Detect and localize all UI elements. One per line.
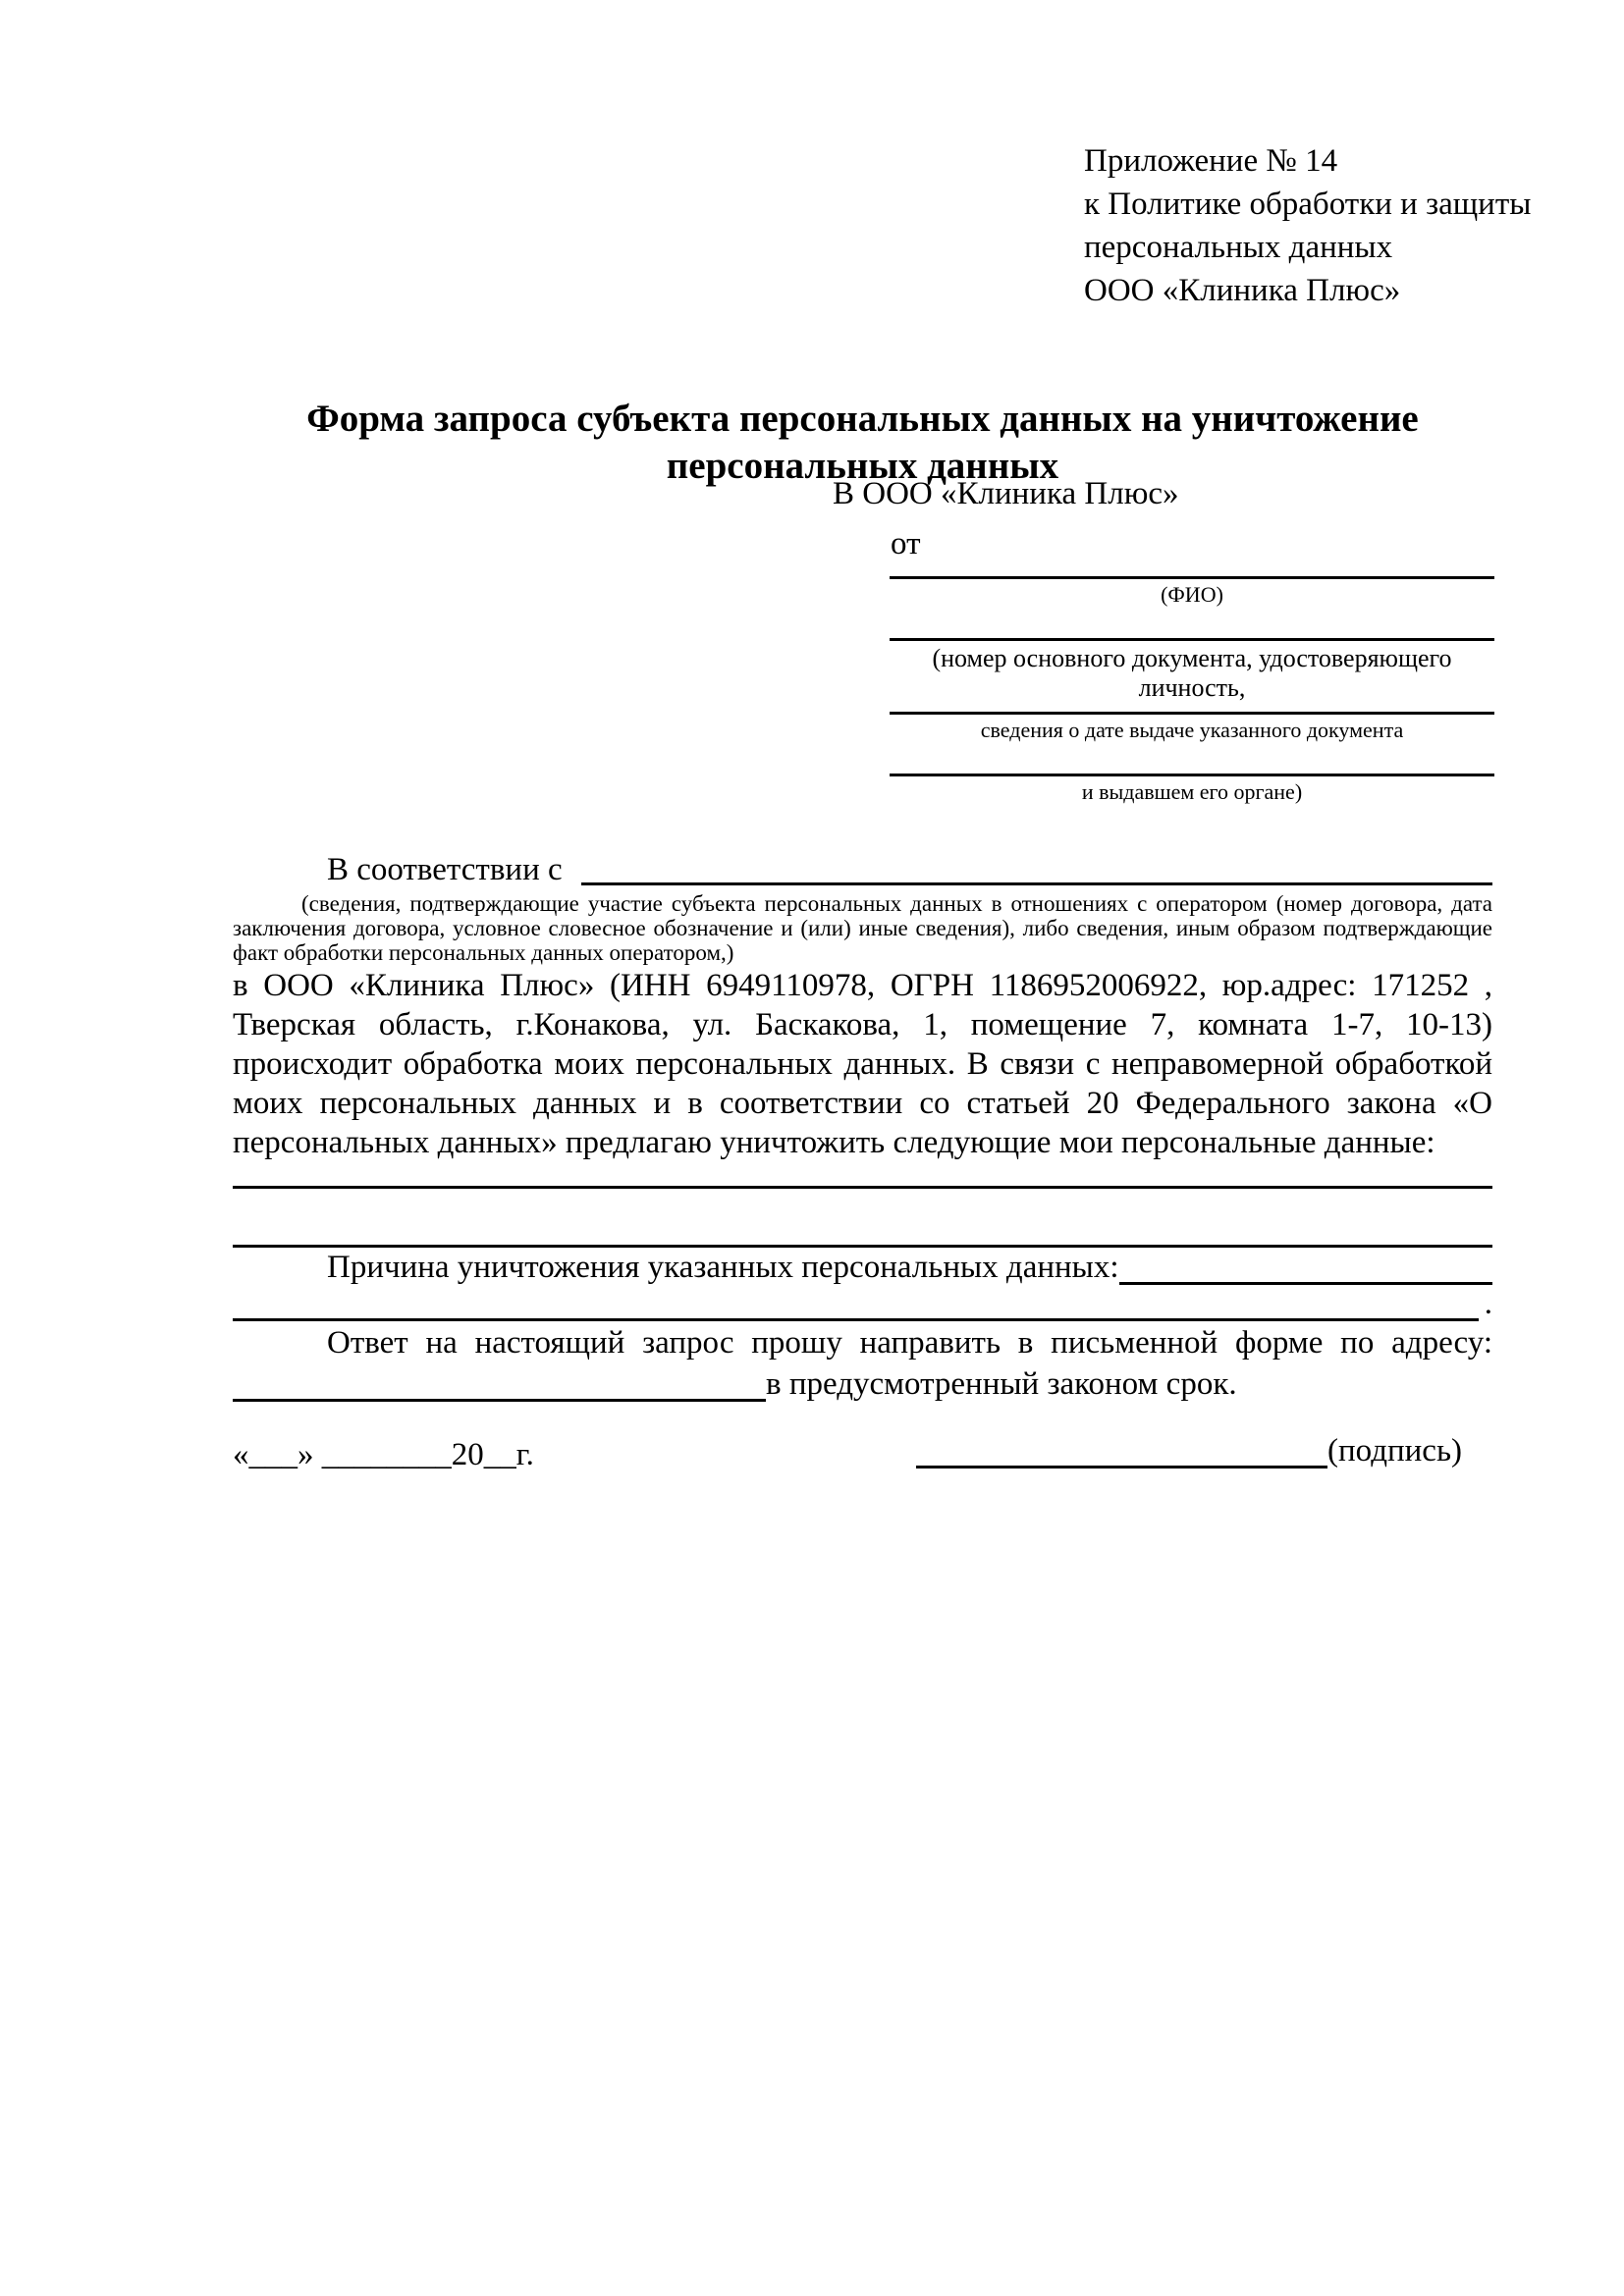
fio-blank-line bbox=[890, 576, 1494, 579]
accordance-footnote: (сведения, подтверждающие участие субъекта персональных данных в отношениях с оператором (номер договора, дата заключения договора, условное словесное обозначение и (или) иные сведения), либо сведения, иным образом подтверждающие факт обработки персональных данных оператором,) bbox=[233, 891, 1492, 965]
reply-tail: в предусмотренный законом срок. bbox=[766, 1366, 1237, 1402]
issuing-authority-caption: и выдавшем его органе) bbox=[1081, 779, 1303, 804]
appendix-note bbox=[1084, 139, 1531, 312]
document-number-blank-line bbox=[890, 638, 1494, 641]
data-list-blank-line bbox=[233, 1186, 1492, 1189]
reason-row bbox=[233, 1249, 1492, 1285]
accordance-blank-line bbox=[581, 882, 1492, 885]
data-list-blank-line bbox=[233, 1245, 1492, 1248]
reason-continuation-blank-line bbox=[233, 1288, 1479, 1321]
appendix-note-line: Приложение № 14 bbox=[1084, 143, 1338, 179]
reply-address-blank-line bbox=[233, 1367, 766, 1402]
reason-blank-line bbox=[1119, 1249, 1492, 1285]
appendix-note-line: персональных данных bbox=[1084, 230, 1393, 265]
closing-period: . bbox=[1484, 1286, 1492, 1321]
signature-caption: (подпись) bbox=[1327, 1433, 1462, 1468]
date-blank: «___» ________20__г. bbox=[233, 1437, 534, 1472]
accordance-lead: В соответствии с bbox=[327, 852, 563, 887]
addressee-line: В ООО «Клиника Плюс» bbox=[833, 476, 1179, 511]
appendix-note-line: ООО «Клиника Плюс» bbox=[1084, 273, 1401, 308]
reason-label: Причина уничтожения указанных персональных данных: bbox=[327, 1250, 1119, 1285]
body-paragraph: в ООО «Клиника Плюс» (ИНН 6949110978, ОГРН 1186952006922, юр.адрес: 171252 , Тверская область, г.Конакова, ул. Баскакова, 1, помещение 7, комната 1-7, 10-13) происходит обработка моих персональных данных. В связи с неправомерной обработкой моих персональных данных и в соответствии со статьей 20 Федерального закона «О персональных данных» предлагаю уничтожить следующие мои персональные данные: bbox=[233, 968, 1492, 1160]
reply-request-line: Ответ на настоящий запрос прошу направить в письменной форме по адресу: bbox=[327, 1325, 1492, 1361]
fio-caption: (ФИО) bbox=[1161, 582, 1223, 607]
reply-address-row bbox=[233, 1366, 1492, 1402]
from-label: от bbox=[891, 526, 921, 561]
issuing-authority-blank-line bbox=[890, 774, 1494, 776]
signature-row bbox=[916, 1433, 1473, 1468]
appendix-note-line: к Политике обработки и защиты bbox=[1084, 187, 1532, 222]
reason-continuation-row bbox=[233, 1286, 1492, 1321]
form-title-line: персональных данных bbox=[666, 445, 1059, 487]
signature-blank-line bbox=[916, 1433, 1327, 1468]
form-title-line: Форма запроса субъекта персональных данных на уничтожение bbox=[306, 398, 1419, 440]
issue-date-blank-line bbox=[890, 712, 1494, 715]
issue-date-caption: сведения о дате выдаче указанного документа bbox=[980, 718, 1404, 742]
document-number-caption: (номер основного документа, удостоверяющего личность, bbox=[932, 644, 1452, 702]
